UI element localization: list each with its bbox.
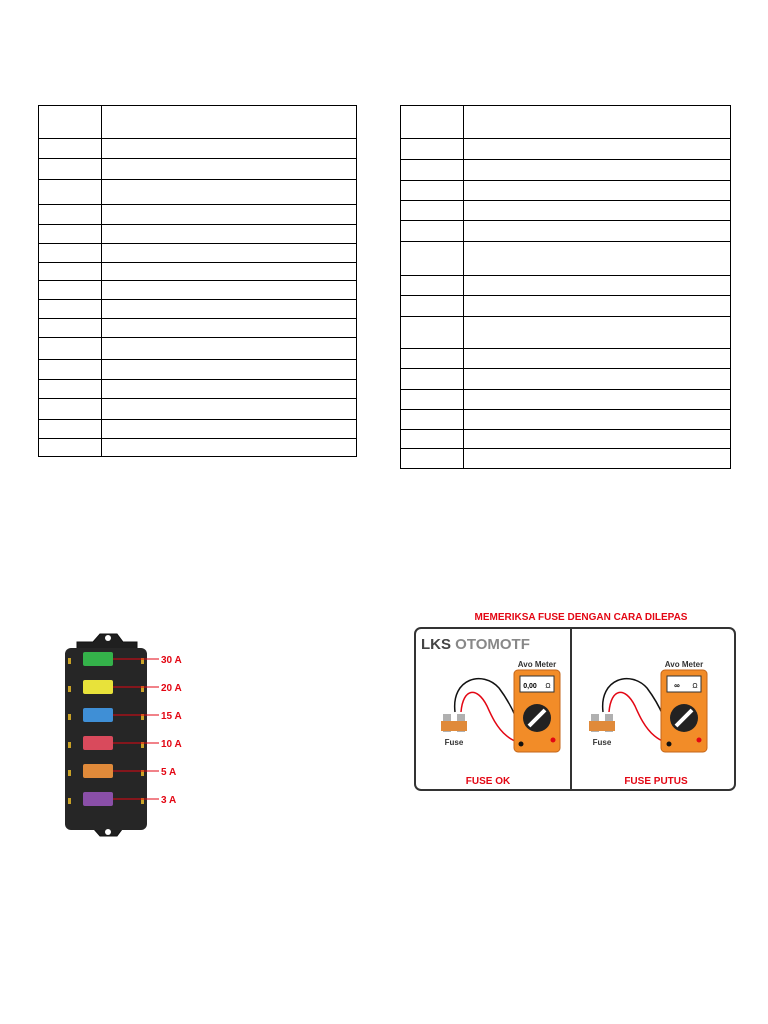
table-row <box>38 225 357 244</box>
table-row <box>400 410 731 430</box>
right-table <box>400 105 731 469</box>
number-cell <box>401 181 464 200</box>
number-cell <box>39 439 102 456</box>
number-cell <box>39 106 102 138</box>
number-cell <box>401 242 464 275</box>
number-cell <box>401 430 464 448</box>
text-cell <box>464 201 730 220</box>
text-cell <box>464 317 730 348</box>
number-cell <box>401 276 464 295</box>
table-row <box>400 139 731 160</box>
text-cell <box>102 263 356 280</box>
table-row <box>38 139 357 159</box>
amp-rating-label: 5 A <box>161 767 177 778</box>
text-cell <box>102 439 356 456</box>
text-cell <box>464 106 730 138</box>
number-cell <box>401 390 464 409</box>
number-cell <box>39 263 102 280</box>
amp-rating-label: 20 A <box>161 683 182 694</box>
text-cell <box>464 349 730 368</box>
number-cell <box>39 205 102 224</box>
number-cell <box>39 319 102 337</box>
amp-rating-label: 10 A <box>161 739 182 750</box>
table-row <box>38 360 357 380</box>
fuse-5a <box>83 764 113 778</box>
table-row <box>400 242 731 276</box>
text-cell <box>464 181 730 200</box>
text-cell <box>102 205 356 224</box>
number-cell <box>39 300 102 318</box>
number-cell <box>39 360 102 379</box>
text-cell <box>464 430 730 448</box>
table-row <box>400 160 731 181</box>
table-row <box>38 380 357 399</box>
fuse-20a <box>83 680 113 694</box>
text-cell <box>464 221 730 241</box>
text-cell <box>102 106 356 138</box>
table-row <box>38 399 357 420</box>
number-cell <box>401 369 464 389</box>
text-cell <box>102 338 356 359</box>
number-cell <box>39 338 102 359</box>
meter-reading: ∞ <box>674 681 680 690</box>
text-cell <box>102 420 356 438</box>
text-cell <box>464 139 730 159</box>
text-cell <box>102 399 356 419</box>
table-row <box>38 338 357 360</box>
text-cell <box>102 360 356 379</box>
text-cell <box>464 410 730 429</box>
table-row <box>400 390 731 410</box>
fuse-15a <box>83 708 113 722</box>
text-cell <box>464 276 730 295</box>
fuse-10a <box>83 736 113 750</box>
table-row <box>38 420 357 439</box>
probe-port-red <box>697 738 702 743</box>
avo-meter-label: Avo Meter <box>517 660 557 669</box>
table-row <box>38 105 357 139</box>
table-row <box>400 201 731 221</box>
number-cell <box>39 180 102 204</box>
meter-reading: 0,00 <box>523 683 537 690</box>
number-cell <box>39 399 102 419</box>
number-cell <box>39 281 102 299</box>
table-row <box>400 276 731 296</box>
table-row <box>38 300 357 319</box>
table-row <box>38 281 357 300</box>
number-cell <box>401 317 464 348</box>
text-cell <box>464 369 730 389</box>
text-cell <box>464 296 730 316</box>
mount-hole-top <box>105 635 111 641</box>
probe-port-red <box>551 738 556 743</box>
number-cell <box>39 159 102 179</box>
text-cell <box>102 159 356 179</box>
fuse-ok-caption: FUSE OK <box>465 776 511 787</box>
avo-meter-drawing <box>413 608 739 793</box>
number-cell <box>401 221 464 241</box>
table-row <box>38 205 357 225</box>
number-cell <box>401 160 464 180</box>
number-cell <box>39 380 102 398</box>
text-cell <box>464 242 730 275</box>
left-table <box>38 105 357 457</box>
table-row <box>400 221 731 242</box>
avo-meter-figure <box>413 608 739 793</box>
fuse-3a <box>83 792 113 806</box>
number-cell <box>401 201 464 220</box>
fuse-box-drawing <box>55 630 192 843</box>
text-cell <box>102 380 356 398</box>
text-cell <box>102 244 356 262</box>
text-cell <box>102 319 356 337</box>
table-row <box>400 317 731 349</box>
figure-title: MEMERIKSA FUSE DENGAN CARA DILEPAS <box>474 612 688 623</box>
table-row <box>400 449 731 469</box>
text-cell <box>102 225 356 243</box>
fuse-putus-caption: FUSE PUTUS <box>624 776 688 787</box>
table-row <box>400 369 731 390</box>
mount-hole-bottom <box>105 829 111 835</box>
text-cell <box>464 449 730 468</box>
table-row <box>38 319 357 338</box>
table-row <box>38 180 357 205</box>
text-cell <box>102 180 356 204</box>
table-row <box>38 244 357 263</box>
probe-port-black <box>519 742 524 747</box>
table-row <box>400 430 731 449</box>
fuse-30a <box>83 652 113 666</box>
meter-unit: Ω <box>545 683 551 690</box>
text-cell <box>464 390 730 409</box>
number-cell <box>39 244 102 262</box>
number-cell <box>39 420 102 438</box>
amp-rating-label: 15 A <box>161 711 182 722</box>
amp-rating-label: 30 A <box>161 655 182 666</box>
number-cell <box>401 410 464 429</box>
text-cell <box>102 139 356 158</box>
table-row <box>400 349 731 369</box>
number-cell <box>39 225 102 243</box>
text-cell <box>102 281 356 299</box>
table-row <box>38 439 357 457</box>
fuse-label: Fuse <box>592 738 612 747</box>
number-cell <box>39 139 102 158</box>
number-cell <box>401 349 464 368</box>
probe-port-black <box>667 742 672 747</box>
avo-meter-label: Avo Meter <box>664 660 704 669</box>
table-row <box>400 296 731 317</box>
text-cell <box>464 160 730 180</box>
table-row <box>400 105 731 139</box>
number-cell <box>401 139 464 159</box>
meter-unit: Ω <box>692 683 698 690</box>
number-cell <box>401 296 464 316</box>
table-row <box>38 159 357 180</box>
table-row <box>400 181 731 201</box>
fuse-label: Fuse <box>444 738 464 747</box>
amp-rating-label: 3 A <box>161 795 177 806</box>
lks-logo: LKS OTOMOTF <box>421 636 530 653</box>
table-row <box>38 263 357 281</box>
text-cell <box>102 300 356 318</box>
number-cell <box>401 106 464 138</box>
fuse-box-image <box>55 630 192 843</box>
number-cell <box>401 449 464 468</box>
